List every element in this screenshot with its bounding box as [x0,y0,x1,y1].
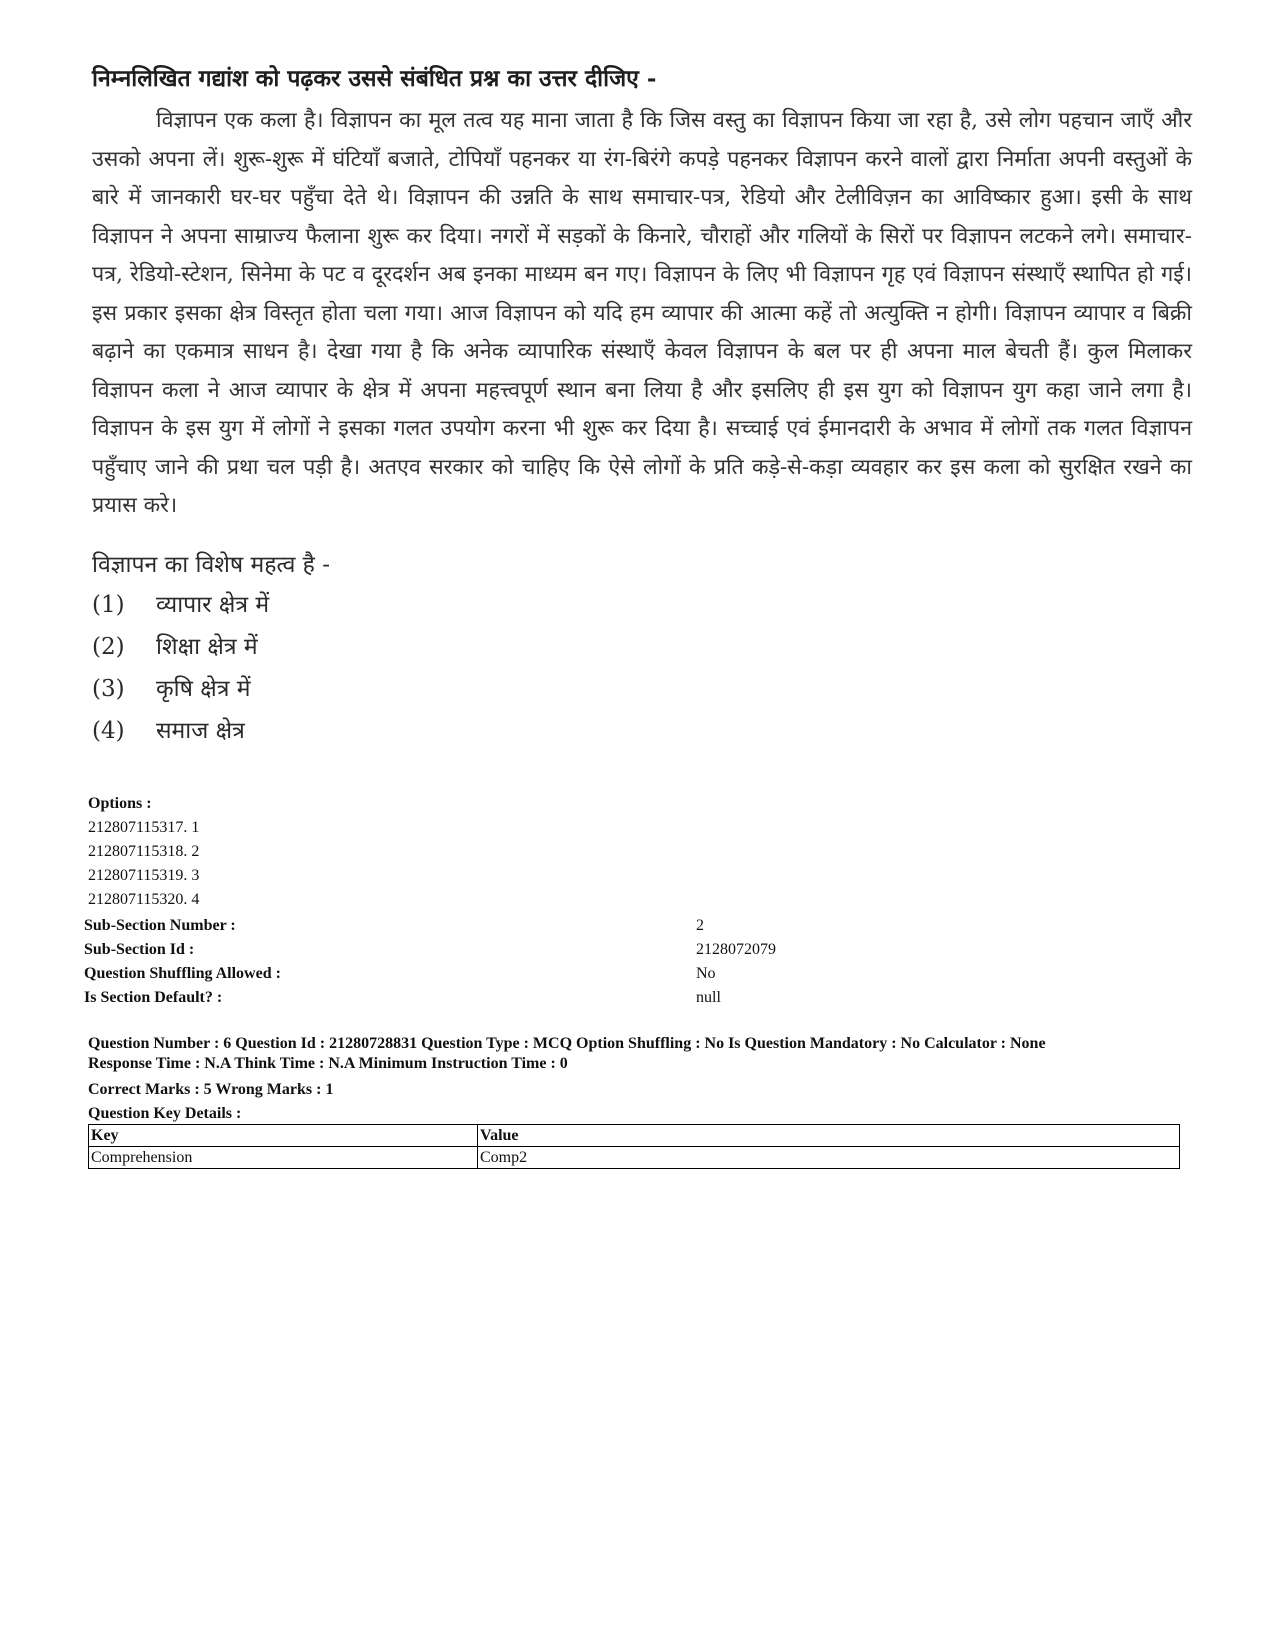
choice-3 [92,668,1192,710]
choice-text: व्यापार क्षेत्र में [156,591,270,618]
table-header: Value [478,1125,1180,1147]
meta-key: Question Shuffling Allowed : [84,965,281,982]
choice-text: समाज क्षेत्र [156,717,245,744]
option-item: 212807115317. 1 [88,819,200,836]
key-table [88,1124,1180,1169]
meta-key: Sub-Section Number : [84,917,236,934]
meta-value: No [696,965,716,982]
meta-key: Is Section Default? : [84,989,223,1006]
subsection-meta [84,914,804,1010]
table-cell: Comp2 [478,1147,1180,1169]
choice-number: (2) [92,633,125,660]
question-info-line1: Question Number : 6 Question Id : 21280728831 Question Type : MCQ Option Shuffling : No Is Question Mandatory : No Calculator : None [88,1035,1046,1052]
table-cell: Comprehension [89,1147,478,1169]
meta-value: 2 [696,917,704,934]
meta-value: 2128072079 [696,941,776,958]
choice-text: शिक्षा क्षेत्र में [156,633,258,660]
passage-text: विज्ञापन एक कला है। विज्ञापन का मूल तत्व यह माना जाता है कि जिस वस्तु का विज्ञापन किया जा रहा है, उसे लोग पहचान जाएँ और उसको अपना लें। शुरू-शुरू में घंटियाँ बजाते, टोपियाँ पहनकर या रंग-बिरंगे कपड़े पहनकर विज्ञापन करने वालों द्वारा निर्माता अपनी वस्तुओं के बारे में जानकारी घर-घर पहुँचा देते थे। विज्ञापन की उन्नति के साथ समाचार-पत्र, रेडियो और टेलीविज़न का आविष्कार हुआ। इसी के साथ विज्ञापन ने अपना साम्राज्य फैलाना शुरू कर दिया। नगरों में सड़कों के किनारे, चौराहों और गलियों के सिरों पर विज्ञापन लटकने लगे। समाचार-पत्र, रेडियो-स्टेशन, सिनेमा के पट व दूरदर्शन अब इनका माध्यम बन गए। विज्ञापन के लिए भी विज्ञापन गृह एवं विज्ञापन संस्थाएँ स्थापित हो गई। इस प्रकार इसका क्षेत्र विस्तृत होता चला गया। आज विज्ञापन को यदि हम व्यापार की आत्मा कहें तो अत्युक्ति न होगी। विज्ञापन व्यापार व बिक्री बढ़ाने का एकमात्र साधन है। देखा गया है कि अनेक व्यापारिक संस्थाएँ केवल विज्ञापन के बल पर ही अपना माल बेचती हैं। कुल मिलाकर विज्ञापन कला ने आज व्यापार के क्षेत्र में अपना महत्त्वपूर्ण स्थान बना लिया है और इसलिए ही इस युग को विज्ञापन युग कहा जाने लगा है। विज्ञापन के इस युग में लोगों ने इसका गलत उपयोग करना भी शुरू कर दिया है। सच्चाई एवं ईमानदारी के अभाव में लोगों तक गलत विज्ञापन पहुँचाए जाने की प्रथा चल पड़ी है। अतएव सरकार को चाहिए कि ऐसे लोगों के प्रति कड़े-से-कड़ा व्यवहार कर इस कला को सुरक्षित रखने का प्रयास करे। [92,108,1192,518]
meta-row [84,962,804,986]
choice-number: (1) [92,591,125,618]
passage-image [92,62,1192,752]
question-info [88,1034,1188,1126]
choice-2 [92,626,1192,668]
options-title: Options : [88,795,152,812]
meta-row [84,938,804,962]
table-row [89,1147,1180,1169]
meta-row [84,914,804,938]
meta-value: null [696,989,721,1006]
table-header: Key [89,1125,478,1147]
question-stem: विज्ञापन का विशेष महत्व है - [92,551,330,578]
meta-key: Sub-Section Id : [84,941,195,958]
question-info-line2: Response Time : N.A Think Time : N.A Minimum Instruction Time : 0 [88,1055,568,1072]
choice-number: (3) [92,675,125,702]
choice-1 [92,584,1192,626]
marks-line: Correct Marks : 5 Wrong Marks : 1 [88,1081,334,1098]
choice-number: (4) [92,717,125,744]
option-item: 212807115319. 3 [88,867,200,884]
choice-text: कृषि क्षेत्र में [156,675,251,702]
option-item: 212807115318. 2 [88,843,200,860]
options-list [88,792,199,912]
key-details-label: Question Key Details : [88,1105,242,1122]
passage-instruction: निम्नलिखित गद्यांश को पढ़कर उससे संबंधित प्रश्न का उत्तर दीजिए - [92,65,657,92]
option-item: 212807115320. 4 [88,891,200,908]
choice-4 [92,710,1192,752]
meta-row [84,986,804,1010]
table-header-row [89,1125,1180,1147]
